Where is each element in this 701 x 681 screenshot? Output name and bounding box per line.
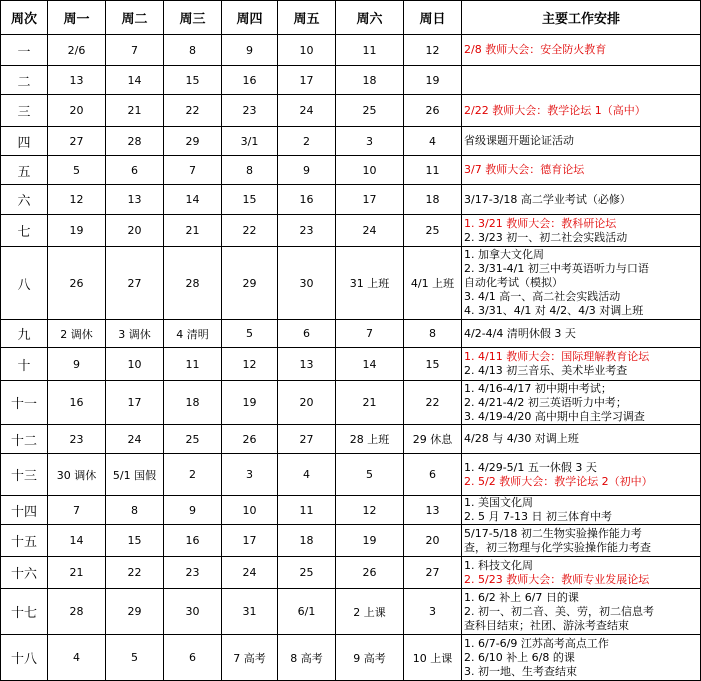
plan-cell — [462, 127, 701, 156]
day-cell-tue: 10 — [106, 348, 164, 381]
day-cell-wed: 9 — [164, 496, 222, 525]
plan-line: 3. 初一地、生考查结束 — [464, 664, 577, 678]
day-cell-mon: 30 调休 — [48, 454, 106, 496]
plan-cell — [462, 247, 701, 320]
day-cell-fri: 13 — [278, 348, 336, 381]
schedule-row — [1, 496, 701, 525]
header-row — [1, 1, 701, 35]
day-cell-mon: 16 — [48, 381, 106, 425]
day-cell-sat: 3 — [336, 127, 404, 156]
schedule-row — [1, 381, 701, 425]
day-cell-sat: 25 — [336, 95, 404, 127]
day-cell-mon: 12 — [48, 185, 106, 215]
day-cell-fri: 16 — [278, 185, 336, 215]
week-cell: 七 — [1, 215, 48, 247]
header-sat: 周六 — [336, 1, 404, 35]
day-cell-sun: 8 — [404, 320, 462, 348]
day-cell-sun: 18 — [404, 185, 462, 215]
day-cell-wed: 21 — [164, 215, 222, 247]
plan-line: 2. 5/23 教师大会：教师专业发展论坛 — [464, 572, 650, 586]
day-cell-sat: 2 上课 — [336, 589, 404, 635]
day-cell-thu: 9 — [222, 35, 278, 66]
schedule-row — [1, 348, 701, 381]
week-cell: 十四 — [1, 496, 48, 525]
day-cell-sun: 13 — [404, 496, 462, 525]
day-cell-wed: 25 — [164, 425, 222, 454]
day-cell-fri: 20 — [278, 381, 336, 425]
day-cell-fri: 11 — [278, 496, 336, 525]
schedule-row — [1, 185, 701, 215]
week-cell: 十八 — [1, 635, 48, 681]
day-cell-sun: 6 — [404, 454, 462, 496]
day-cell-fri: 25 — [278, 557, 336, 589]
day-cell-thu: 12 — [222, 348, 278, 381]
schedule-body — [1, 35, 701, 681]
plan-line: 省级课题开题论证活动 — [464, 134, 574, 147]
day-cell-fri: 8 高考 — [278, 635, 336, 681]
day-cell-sat: 9 高考 — [336, 635, 404, 681]
day-cell-tue: 3 调休 — [106, 320, 164, 348]
week-cell: 十五 — [1, 525, 48, 557]
day-cell-wed: 11 — [164, 348, 222, 381]
day-cell-wed: 2 — [164, 454, 222, 496]
schedule-row — [1, 557, 701, 589]
plan-cell — [462, 66, 701, 95]
day-cell-tue: 24 — [106, 425, 164, 454]
day-cell-sun: 4/1 上班 — [404, 247, 462, 320]
day-cell-tue: 28 — [106, 127, 164, 156]
day-cell-tue: 7 — [106, 35, 164, 66]
day-cell-wed: 14 — [164, 185, 222, 215]
day-cell-sun: 19 — [404, 66, 462, 95]
day-cell-tue: 22 — [106, 557, 164, 589]
plan-cell — [462, 589, 701, 635]
day-cell-wed: 4 清明 — [164, 320, 222, 348]
day-cell-wed: 29 — [164, 127, 222, 156]
day-cell-fri: 10 — [278, 35, 336, 66]
plan-line: 3. 4/1 高一、高二社会实践活动 — [464, 290, 621, 303]
day-cell-mon: 9 — [48, 348, 106, 381]
header-plan: 主要工作安排 — [462, 1, 701, 35]
day-cell-sun: 25 — [404, 215, 462, 247]
schedule-row — [1, 215, 701, 247]
plan-cell — [462, 496, 701, 525]
schedule-row — [1, 247, 701, 320]
header-thu: 周四 — [222, 1, 278, 35]
plan-line: 1. 加拿大文化周 — [464, 248, 544, 261]
plan-line: 2. 4/21-4/2 初三英语听力中考； — [464, 395, 627, 409]
day-cell-sat: 5 — [336, 454, 404, 496]
plan-cell — [462, 525, 701, 557]
day-cell-tue: 14 — [106, 66, 164, 95]
header-tue: 周二 — [106, 1, 164, 35]
plan-line: 2. 5 月 7-13 日 初三体育中考 — [464, 510, 612, 523]
day-cell-thu: 24 — [222, 557, 278, 589]
day-cell-wed: 6 — [164, 635, 222, 681]
plan-cell — [462, 454, 701, 496]
plan-line: 3/7 教师大会：德育论坛 — [464, 163, 585, 176]
day-cell-wed: 15 — [164, 66, 222, 95]
day-cell-fri: 17 — [278, 66, 336, 95]
day-cell-sun: 22 — [404, 381, 462, 425]
day-cell-sun: 27 — [404, 557, 462, 589]
day-cell-thu: 16 — [222, 66, 278, 95]
day-cell-thu: 17 — [222, 525, 278, 557]
plan-line: 4/28 与 4/30 对调上班 — [464, 432, 579, 445]
day-cell-tue: 17 — [106, 381, 164, 425]
day-cell-sat: 19 — [336, 525, 404, 557]
day-cell-wed: 18 — [164, 381, 222, 425]
day-cell-thu: 5 — [222, 320, 278, 348]
week-cell: 十一 — [1, 381, 48, 425]
schedule-row — [1, 127, 701, 156]
plan-line: 2. 3/23 初一、初二社会实践活动 — [464, 230, 628, 244]
day-cell-sat: 7 — [336, 320, 404, 348]
plan-line: 自动化考试（模拟） — [464, 276, 563, 289]
day-cell-sat: 11 — [336, 35, 404, 66]
day-cell-mon: 5 — [48, 156, 106, 185]
day-cell-sat: 14 — [336, 348, 404, 381]
day-cell-thu: 22 — [222, 215, 278, 247]
day-cell-thu: 29 — [222, 247, 278, 320]
day-cell-fri: 2 — [278, 127, 336, 156]
day-cell-sun: 11 — [404, 156, 462, 185]
schedule-row — [1, 425, 701, 454]
day-cell-mon: 27 — [48, 127, 106, 156]
day-cell-wed: 23 — [164, 557, 222, 589]
day-cell-fri: 9 — [278, 156, 336, 185]
plan-line: 1. 6/7-6/9 江苏高考高点工作 — [464, 636, 609, 650]
week-cell: 四 — [1, 127, 48, 156]
header-sun: 周日 — [404, 1, 462, 35]
day-cell-sun: 4 — [404, 127, 462, 156]
day-cell-tue: 6 — [106, 156, 164, 185]
schedule-row — [1, 454, 701, 496]
plan-cell — [462, 185, 701, 215]
day-cell-mon: 21 — [48, 557, 106, 589]
day-cell-mon: 28 — [48, 589, 106, 635]
schedule-row — [1, 589, 701, 635]
day-cell-thu: 10 — [222, 496, 278, 525]
day-cell-wed: 22 — [164, 95, 222, 127]
plan-line: 4/2-4/4 清明休假 3 天 — [464, 326, 576, 340]
day-cell-tue: 21 — [106, 95, 164, 127]
plan-line: 5/17-5/18 初二生物实验操作能力考 — [464, 526, 642, 540]
day-cell-mon: 13 — [48, 66, 106, 95]
day-cell-sun: 10 上课 — [404, 635, 462, 681]
day-cell-thu: 3 — [222, 454, 278, 496]
day-cell-fri: 27 — [278, 425, 336, 454]
day-cell-thu: 8 — [222, 156, 278, 185]
day-cell-sun: 20 — [404, 525, 462, 557]
day-cell-sat: 28 上班 — [336, 425, 404, 454]
plan-line: 查，初三物理与化学实验操作能力考查 — [464, 540, 651, 554]
day-cell-sat: 17 — [336, 185, 404, 215]
plan-line: 1. 6/2 补上 6/7 日的课 — [464, 590, 579, 604]
schedule-row — [1, 320, 701, 348]
day-cell-sat: 18 — [336, 66, 404, 95]
day-cell-sat: 31 上班 — [336, 247, 404, 320]
header-mon: 周一 — [48, 1, 106, 35]
day-cell-mon: 2/6 — [48, 35, 106, 66]
plan-line: 1. 4/11 教师大会：国际理解教育论坛 — [464, 350, 650, 363]
day-cell-sun: 15 — [404, 348, 462, 381]
plan-line: 2. 5/2 教师大会：教学论坛 2（初中） — [464, 474, 653, 488]
day-cell-tue: 27 — [106, 247, 164, 320]
header-week: 周次 — [1, 1, 48, 35]
plan-cell — [462, 348, 701, 381]
schedule-row — [1, 635, 701, 681]
week-cell: 十三 — [1, 454, 48, 496]
day-cell-mon: 20 — [48, 95, 106, 127]
day-cell-mon: 2 调休 — [48, 320, 106, 348]
plan-cell — [462, 320, 701, 348]
day-cell-thu: 7 高考 — [222, 635, 278, 681]
plan-cell — [462, 381, 701, 425]
plan-line: 2. 6/10 补上 6/8 的课 — [464, 650, 575, 664]
plan-line: 1. 科技文化周 — [464, 558, 533, 572]
plan-line: 3/17-3/18 高二学业考试（必修） — [464, 192, 631, 206]
schedule-row — [1, 66, 701, 95]
day-cell-wed: 8 — [164, 35, 222, 66]
day-cell-sun: 29 休息 — [404, 425, 462, 454]
day-cell-mon: 26 — [48, 247, 106, 320]
day-cell-thu: 31 — [222, 589, 278, 635]
week-cell: 六 — [1, 185, 48, 215]
day-cell-thu: 3/1 — [222, 127, 278, 156]
day-cell-thu: 19 — [222, 381, 278, 425]
header-wed: 周三 — [164, 1, 222, 35]
day-cell-sun: 26 — [404, 95, 462, 127]
plan-line: 1. 3/21 教师大会：教科研论坛 — [464, 216, 617, 230]
week-cell: 三 — [1, 95, 48, 127]
week-cell: 五 — [1, 156, 48, 185]
day-cell-mon: 19 — [48, 215, 106, 247]
day-cell-mon: 7 — [48, 496, 106, 525]
day-cell-thu: 15 — [222, 185, 278, 215]
plan-cell — [462, 215, 701, 247]
plan-cell — [462, 635, 701, 681]
day-cell-mon: 23 — [48, 425, 106, 454]
day-cell-tue: 15 — [106, 525, 164, 557]
day-cell-tue: 20 — [106, 215, 164, 247]
week-cell: 十二 — [1, 425, 48, 454]
day-cell-tue: 13 — [106, 185, 164, 215]
day-cell-sun: 3 — [404, 589, 462, 635]
week-cell: 八 — [1, 247, 48, 320]
day-cell-wed: 30 — [164, 589, 222, 635]
day-cell-sat: 24 — [336, 215, 404, 247]
plan-line: 2. 3/31-4/1 初三中考英语听力与口语 — [464, 262, 649, 275]
day-cell-tue: 8 — [106, 496, 164, 525]
day-cell-sat: 26 — [336, 557, 404, 589]
day-cell-sat: 12 — [336, 496, 404, 525]
plan-cell — [462, 425, 701, 454]
day-cell-thu: 26 — [222, 425, 278, 454]
day-cell-sun: 12 — [404, 35, 462, 66]
plan-line: 2. 初一、初二音、美、劳，初二信息考 — [464, 604, 654, 618]
day-cell-fri: 6 — [278, 320, 336, 348]
plan-line: 3. 4/19-4/20 高中期中自主学习调查 — [464, 409, 645, 423]
day-cell-fri: 4 — [278, 454, 336, 496]
plan-cell — [462, 557, 701, 589]
plan-line: 2. 4/13 初三音乐、美术毕业考查 — [464, 364, 628, 377]
day-cell-tue: 29 — [106, 589, 164, 635]
day-cell-sat: 10 — [336, 156, 404, 185]
plan-line: 2/8 教师大会：安全防火教育 — [464, 43, 607, 56]
plan-line: 1. 美国文化周 — [464, 496, 533, 509]
week-cell: 十七 — [1, 589, 48, 635]
plan-line: 1. 4/29-5/1 五一休假 3 天 — [464, 460, 597, 474]
week-cell: 一 — [1, 35, 48, 66]
day-cell-wed: 7 — [164, 156, 222, 185]
day-cell-mon: 4 — [48, 635, 106, 681]
day-cell-thu: 23 — [222, 95, 278, 127]
day-cell-wed: 16 — [164, 525, 222, 557]
header-fri: 周五 — [278, 1, 336, 35]
day-cell-fri: 23 — [278, 215, 336, 247]
day-cell-tue: 5/1 国假 — [106, 454, 164, 496]
day-cell-fri: 30 — [278, 247, 336, 320]
day-cell-fri: 24 — [278, 95, 336, 127]
schedule-row — [1, 525, 701, 557]
day-cell-tue: 5 — [106, 635, 164, 681]
day-cell-sat: 21 — [336, 381, 404, 425]
week-cell: 十 — [1, 348, 48, 381]
week-cell: 二 — [1, 66, 48, 95]
schedule-row — [1, 156, 701, 185]
plan-line: 查科目结束；社团、游泳考查结束 — [464, 618, 629, 632]
plan-cell — [462, 95, 701, 127]
day-cell-mon: 14 — [48, 525, 106, 557]
plan-line: 1. 4/16-4/17 初中期中考试； — [464, 381, 612, 395]
week-cell: 九 — [1, 320, 48, 348]
day-cell-fri: 18 — [278, 525, 336, 557]
plan-cell — [462, 156, 701, 185]
plan-line: 4. 3/31、4/1 对 4/2、4/3 对调上班 — [464, 304, 644, 317]
plan-cell — [462, 35, 701, 66]
week-cell: 十六 — [1, 557, 48, 589]
day-cell-wed: 28 — [164, 247, 222, 320]
schedule-row — [1, 35, 701, 66]
plan-line: 2/22 教师大会：教学论坛 1（高中） — [464, 103, 646, 117]
schedule-row — [1, 95, 701, 127]
day-cell-fri: 6/1 — [278, 589, 336, 635]
